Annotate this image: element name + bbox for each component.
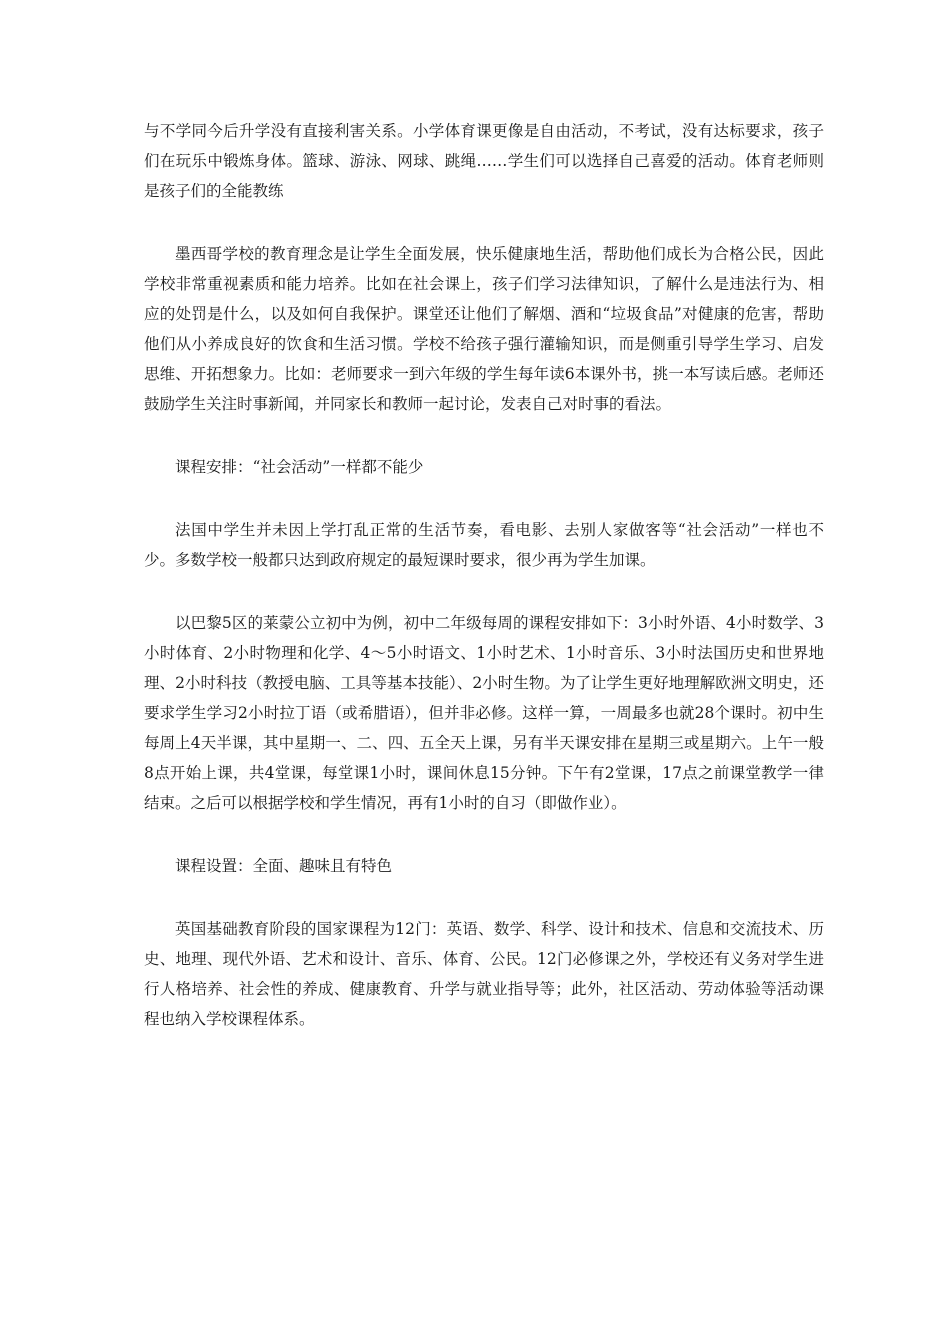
section-heading-schedule: 课程安排：“社会活动”一样都不能少: [175, 458, 424, 476]
paragraph-uk-curriculum: 英国基础教育阶段的国家课程为12门：英语、数学、科学、设计和技术、信息和交流技术、历史、地理、现代外语、艺术和设计、音乐、体育、公民。12门必修课之外，学校还有义务对学生进行人格培养、社会性的养成、健康教育、升学与就业指导等；此外，社区活动、劳动体验等活动课程也纳入学校课程体系。: [144, 920, 824, 1028]
section-heading-curriculum: 课程设置：全面、趣味且有特色: [175, 857, 393, 875]
paragraph-pe-continuation: 与不学同今后升学没有直接利害关系。小学体育课更像是自由活动，不考试，没有达标要求，孩子们在玩乐中锻炼身体。篮球、游泳、网球、跳绳……学生们可以选择自己喜爱的活动。体育老师则是孩子们的全能教练: [144, 122, 824, 200]
document-body: [144, 116, 824, 1067]
paragraph-france-students: 法国中学生并未因上学打乱正常的生活节奏，看电影、去别人家做客等“社会活动”一样也不少。多数学校一般都只达到政府规定的最短课时要求，很少再为学生加课。: [144, 521, 824, 569]
paragraph-mexico-education: 墨西哥学校的教育理念是让学生全面发展，快乐健康地生活，帮助他们成长为合格公民，因此学校非常重视素质和能力培养。比如在社会课上，孩子们学习法律知识，了解什么是违法行为、相应的处罚是什么，以及如何自我保护。课堂还让他们了解烟、酒和“垃圾食品”对健康的危害，帮助他们从小养成良好的饮食和生活习惯。学校不给孩子强行灌输知识，而是侧重引导学生学习、启发思维、开拓想象力。比如：老师要求一到六年级的学生每年读6本课外书，挑一本写读后感。老师还鼓励学生关注时事新闻，并同家长和教师一起讨论，发表自己对时事的看法。: [144, 245, 824, 413]
paragraph-paris-example: 以巴黎5区的莱蒙公立初中为例，初中二年级每周的课程安排如下：3小时外语、4小时数学、3小时体育、2小时物理和化学、4～5小时语文、1小时艺术、1小时音乐、3小时法国历史和世界地理、2小时科技（教授电脑、工具等基本技能）、2小时生物。为了让学生更好地理解欧洲文明史，还要求学生学习2小时拉丁语（或希腊语），但并非必修。这样一算，一周最多也就28个课时。初中生每周上4天半课，其中星期一、二、四、五全天上课，另有半天课安排在星期三或星期六。上午一般8点开始上课，共4堂课，每堂课1小时，课间休息15分钟。下午有2堂课，17点之前课堂教学一律结束。之后可以根据学校和学生情况，再有1小时的自习（即做作业）。: [144, 614, 824, 812]
